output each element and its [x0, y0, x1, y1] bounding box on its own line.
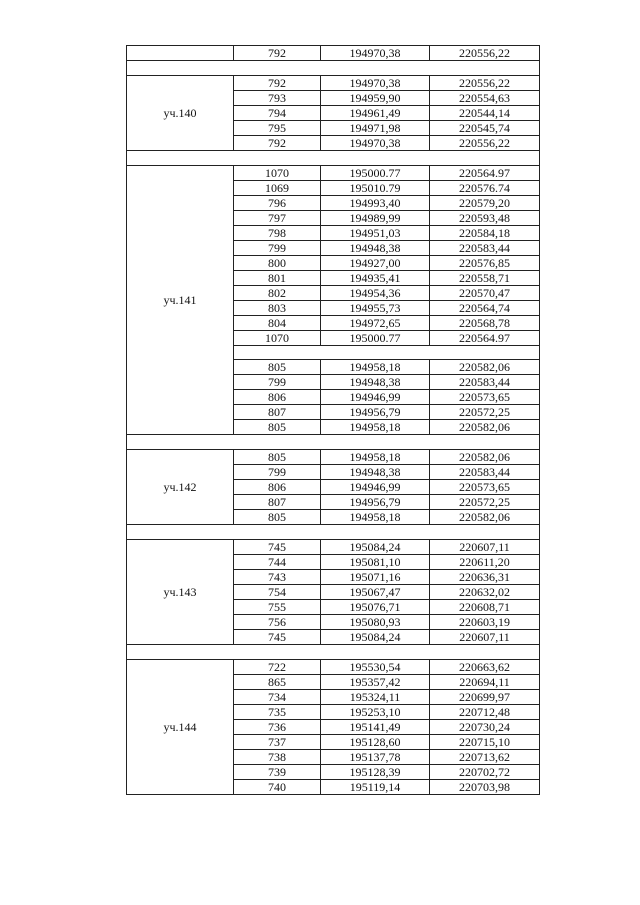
table-row — [127, 166, 540, 181]
separator-cell — [127, 61, 540, 76]
x-coordinate-cell: 195000.77 — [321, 166, 430, 181]
y-coordinate-cell: 220607,11 — [430, 630, 540, 645]
x-coordinate-cell: 195530,54 — [321, 660, 430, 675]
point-number-cell: 806 — [234, 390, 321, 405]
point-number-cell: 795 — [234, 121, 321, 136]
y-coordinate-cell: 220556,22 — [430, 136, 540, 151]
section-label: уч.143 — [127, 540, 234, 645]
section-label-cell — [127, 46, 234, 61]
x-coordinate-cell: 194948,38 — [321, 375, 430, 390]
y-coordinate-cell: 220611,20 — [430, 555, 540, 570]
point-number-cell: 755 — [234, 600, 321, 615]
x-coordinate-cell: 195324,11 — [321, 690, 430, 705]
point-number-cell: 792 — [234, 46, 321, 61]
point-number-cell: 1070 — [234, 331, 321, 346]
point-number-cell: 804 — [234, 316, 321, 331]
section-label: уч.144 — [127, 660, 234, 795]
x-coordinate-cell: 194946,99 — [321, 480, 430, 495]
y-coordinate-cell: 220576.74 — [430, 181, 540, 196]
y-coordinate-cell: 220694,11 — [430, 675, 540, 690]
table-row — [127, 76, 540, 91]
point-number-cell: 756 — [234, 615, 321, 630]
x-coordinate-cell: 194935,41 — [321, 271, 430, 286]
point-number-cell: 797 — [234, 211, 321, 226]
point-number-cell: 722 — [234, 660, 321, 675]
separator-cell — [234, 346, 540, 360]
x-coordinate-cell: 194958,18 — [321, 450, 430, 465]
point-number-cell: 794 — [234, 106, 321, 121]
y-coordinate-cell: 220583,44 — [430, 375, 540, 390]
separator-cell — [127, 435, 540, 450]
section-separator-row — [127, 151, 540, 166]
x-coordinate-cell: 194961,49 — [321, 106, 430, 121]
point-number-cell: 743 — [234, 570, 321, 585]
y-coordinate-cell: 220579,20 — [430, 196, 540, 211]
y-coordinate-cell: 220554,63 — [430, 91, 540, 106]
x-coordinate-cell: 194970,38 — [321, 76, 430, 91]
x-coordinate-cell: 194970,38 — [321, 136, 430, 151]
point-number-cell: 796 — [234, 196, 321, 211]
x-coordinate-cell: 195128,60 — [321, 735, 430, 750]
y-coordinate-cell: 220699,97 — [430, 690, 540, 705]
x-coordinate-cell: 194956,79 — [321, 405, 430, 420]
separator-cell — [127, 525, 540, 540]
y-coordinate-cell: 220603,19 — [430, 615, 540, 630]
y-coordinate-cell: 220715,10 — [430, 735, 540, 750]
y-coordinate-cell: 220564.97 — [430, 166, 540, 181]
point-number-cell: 792 — [234, 136, 321, 151]
x-coordinate-cell: 194958,18 — [321, 420, 430, 435]
x-coordinate-cell: 195081,10 — [321, 555, 430, 570]
point-number-cell: 803 — [234, 301, 321, 316]
x-coordinate-cell: 195119,14 — [321, 780, 430, 795]
point-number-cell: 800 — [234, 256, 321, 271]
x-coordinate-cell: 195357,42 — [321, 675, 430, 690]
x-coordinate-cell: 194946,99 — [321, 390, 430, 405]
point-number-cell: 754 — [234, 585, 321, 600]
y-coordinate-cell: 220572,25 — [430, 495, 540, 510]
x-coordinate-cell: 194971,98 — [321, 121, 430, 136]
point-number-cell: 1069 — [234, 181, 321, 196]
y-coordinate-cell: 220607,11 — [430, 540, 540, 555]
table-row — [127, 46, 540, 61]
point-number-cell: 801 — [234, 271, 321, 286]
x-coordinate-cell: 194955,73 — [321, 301, 430, 316]
x-coordinate-cell: 194989,99 — [321, 211, 430, 226]
section-separator-row — [127, 645, 540, 660]
section-separator-row — [127, 61, 540, 76]
x-coordinate-cell: 194948,38 — [321, 241, 430, 256]
x-coordinate-cell: 195000.77 — [321, 331, 430, 346]
y-coordinate-cell: 220583,44 — [430, 465, 540, 480]
y-coordinate-cell: 220573,65 — [430, 390, 540, 405]
table-row — [127, 450, 540, 465]
y-coordinate-cell: 220564,74 — [430, 301, 540, 316]
x-coordinate-cell: 195137,78 — [321, 750, 430, 765]
y-coordinate-cell: 220582,06 — [430, 450, 540, 465]
point-number-cell: 807 — [234, 405, 321, 420]
point-number-cell: 799 — [234, 375, 321, 390]
point-number-cell: 805 — [234, 510, 321, 525]
x-coordinate-cell: 194958,18 — [321, 360, 430, 375]
x-coordinate-cell: 195253,10 — [321, 705, 430, 720]
y-coordinate-cell: 220632,02 — [430, 585, 540, 600]
point-number-cell: 807 — [234, 495, 321, 510]
x-coordinate-cell: 195084,24 — [321, 630, 430, 645]
x-coordinate-cell: 194972,65 — [321, 316, 430, 331]
separator-cell — [127, 645, 540, 660]
y-coordinate-cell: 220636,31 — [430, 570, 540, 585]
y-coordinate-cell: 220576,85 — [430, 256, 540, 271]
point-number-cell: 799 — [234, 241, 321, 256]
section-label: уч.140 — [127, 76, 234, 151]
point-number-cell: 739 — [234, 765, 321, 780]
section-separator-row — [127, 435, 540, 450]
x-coordinate-cell: 194959,90 — [321, 91, 430, 106]
x-coordinate-cell: 194970,38 — [321, 46, 430, 61]
y-coordinate-cell: 220556,22 — [430, 46, 540, 61]
point-number-cell: 745 — [234, 540, 321, 555]
y-coordinate-cell: 220570,47 — [430, 286, 540, 301]
y-coordinate-cell: 220573,65 — [430, 480, 540, 495]
y-coordinate-cell: 220572,25 — [430, 405, 540, 420]
x-coordinate-cell: 194951,03 — [321, 226, 430, 241]
y-coordinate-cell: 220608,71 — [430, 600, 540, 615]
point-number-cell: 1070 — [234, 166, 321, 181]
table-row — [127, 660, 540, 675]
section-label: уч.142 — [127, 450, 234, 525]
x-coordinate-cell: 195071,16 — [321, 570, 430, 585]
x-coordinate-cell: 195128,39 — [321, 765, 430, 780]
section-separator-row — [127, 525, 540, 540]
x-coordinate-cell: 194948,38 — [321, 465, 430, 480]
separator-cell — [127, 151, 540, 166]
point-number-cell: 744 — [234, 555, 321, 570]
x-coordinate-cell: 195010.79 — [321, 181, 430, 196]
y-coordinate-cell: 220582,06 — [430, 420, 540, 435]
point-number-cell: 740 — [234, 780, 321, 795]
y-coordinate-cell: 220583,44 — [430, 241, 540, 256]
table-row — [127, 540, 540, 555]
coordinates-table — [126, 45, 540, 795]
x-coordinate-cell: 194958,18 — [321, 510, 430, 525]
point-number-cell: 737 — [234, 735, 321, 750]
x-coordinate-cell: 194927,00 — [321, 256, 430, 271]
point-number-cell: 738 — [234, 750, 321, 765]
point-number-cell: 735 — [234, 705, 321, 720]
y-coordinate-cell: 220703,98 — [430, 780, 540, 795]
y-coordinate-cell: 220568,78 — [430, 316, 540, 331]
point-number-cell: 805 — [234, 360, 321, 375]
y-coordinate-cell: 220702,72 — [430, 765, 540, 780]
y-coordinate-cell: 220582,06 — [430, 360, 540, 375]
point-number-cell: 802 — [234, 286, 321, 301]
point-number-cell: 736 — [234, 720, 321, 735]
y-coordinate-cell: 220564.97 — [430, 331, 540, 346]
x-coordinate-cell: 195141,49 — [321, 720, 430, 735]
y-coordinate-cell: 220558,71 — [430, 271, 540, 286]
x-coordinate-cell: 195080,93 — [321, 615, 430, 630]
y-coordinate-cell: 220730,24 — [430, 720, 540, 735]
y-coordinate-cell: 220593,48 — [430, 211, 540, 226]
y-coordinate-cell: 220582,06 — [430, 510, 540, 525]
point-number-cell: 799 — [234, 465, 321, 480]
y-coordinate-cell: 220713,62 — [430, 750, 540, 765]
section-label: уч.141 — [127, 166, 234, 435]
y-coordinate-cell: 220544,14 — [430, 106, 540, 121]
y-coordinate-cell: 220545,74 — [430, 121, 540, 136]
point-number-cell: 793 — [234, 91, 321, 106]
point-number-cell: 805 — [234, 420, 321, 435]
point-number-cell: 805 — [234, 450, 321, 465]
point-number-cell: 798 — [234, 226, 321, 241]
y-coordinate-cell: 220663,62 — [430, 660, 540, 675]
point-number-cell: 734 — [234, 690, 321, 705]
y-coordinate-cell: 220584,18 — [430, 226, 540, 241]
y-coordinate-cell: 220556,22 — [430, 76, 540, 91]
x-coordinate-cell: 194954,36 — [321, 286, 430, 301]
x-coordinate-cell: 195084,24 — [321, 540, 430, 555]
point-number-cell: 792 — [234, 76, 321, 91]
x-coordinate-cell: 195067,47 — [321, 585, 430, 600]
point-number-cell: 806 — [234, 480, 321, 495]
x-coordinate-cell: 195076,71 — [321, 600, 430, 615]
point-number-cell: 865 — [234, 675, 321, 690]
coordinates-table-body — [127, 46, 540, 795]
x-coordinate-cell: 194993,40 — [321, 196, 430, 211]
x-coordinate-cell: 194956,79 — [321, 495, 430, 510]
point-number-cell: 745 — [234, 630, 321, 645]
y-coordinate-cell: 220712,48 — [430, 705, 540, 720]
